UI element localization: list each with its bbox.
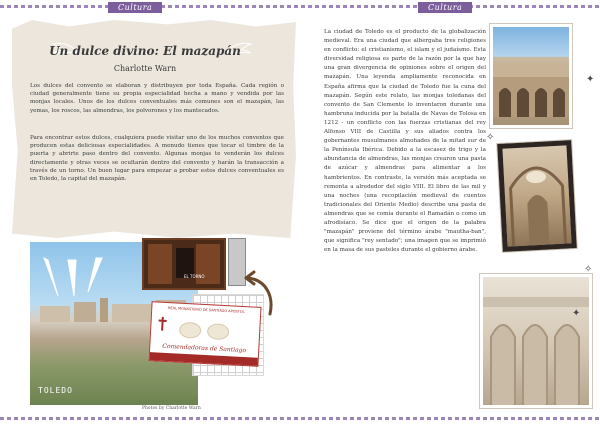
sparkle-icon-1: ✦ — [586, 74, 595, 85]
photo-credit: Photos by Charlotte Warn — [142, 406, 201, 411]
paragraph-2: Para encontrar estos dulces, cualquiera puede visitar uno de los muchos conventos que producen estas deliciosas especialidades. A menudo tienes que tocar el timbre de la puerta y abrirte paso dentro del convento. Algunas monjas te venderán los dulces directamente y otras veces se ocultarán dentro del convento y harán la transacción a través de un torno. Un buen lugar para empezar a probar estos dulces conventuales es en Toledo, la capital del mazapán. — [30, 135, 284, 183]
sparkle-icon-2: ✧ — [486, 132, 495, 143]
window-sign: EL TORNO — [184, 274, 205, 279]
dome-arches — [502, 145, 571, 246]
header-stripe — [0, 5, 600, 8]
paragraph-3: La ciudad de Toledo es el producto de la globalización medieval. Era una ciudad que albergaba tres religiones en conflicto: el cristianismo, el islam y el judaísmo. Esta diversidad religiosa es parte de la razón por la que hay una gran divergencia de opiniones sobre el origen del mazapán. Una leyenda ampliamente reconocida en España afirma que la ciudad de Toledo fue la cuna del mazapán. Según este relato, las monjas toledanas del convento de San Clemente lo inventaron durante una hambruna inducida por la batalla de Navas de Tolosa en 1212 - un conflicto con las fuerzas cristianas del rey Alfonso VIII de Castilla y sus aliados contra los gobernantes musulmanes almohades de la mitad sur de la Península Ibérica. Debido a la escasez de trigo y la abundancia de almendras, las monjas crearon una pasta de azúcar y almendras para alimentar a los hambrientos. En contraste, la versión más aceptada se remonta a alrededor del siglo VIII. El libro de las mil y una noches (una recopilación medieval de cuentos tradicionales del Oriente Medio) describe una pasta de almendras que se comía durante el Ramadán o como un afrodisíaco. Se dice que el origen de la palabra "mazapán" proviene del término árabe "mautha-ban", que significa "rey sentado"; una imagen que se imprimió en la masa de sus pasteles durante el gobierno árabe. — [324, 29, 486, 254]
article-author: Charlotte Warn — [113, 64, 177, 73]
curved-arrow-icon — [240, 270, 276, 318]
box-top-text: REAL MONASTERIO DE SANTIAGO APOSTOL — [167, 306, 245, 315]
dome-interior-photo — [497, 140, 577, 252]
article-title: Un dulce divino: El mazapán — [49, 44, 241, 58]
cookie-2 — [207, 323, 230, 340]
section-tag-right: Cultura — [418, 2, 472, 13]
convent-window-photo — [142, 238, 226, 290]
sparkle-icon-4: ✦ — [572, 308, 581, 319]
sparkle-icon-3: ✧ — [584, 264, 593, 275]
box-brand: Comendadoras de Santiago — [162, 342, 247, 355]
cross-icon — [157, 317, 168, 332]
footer-band — [0, 412, 600, 426]
cookie-1 — [179, 322, 202, 339]
cloister-arches — [493, 57, 569, 117]
synagogue-arches-photo — [480, 274, 592, 408]
right-page — [300, 14, 600, 412]
city-label: TOLEDO — [38, 386, 73, 395]
header-band — [0, 0, 600, 14]
light-rays-decoration — [40, 256, 110, 300]
section-tag-left: Cultura — [108, 2, 162, 13]
cloister-photo — [490, 24, 572, 128]
left-page — [0, 14, 300, 412]
window-shutter-left — [147, 243, 173, 285]
horseshoe-arches — [483, 277, 589, 405]
paragraph-1: Los dulces del convento se elaboran y distribuyen por toda España. Cada región o ciudad generalmente tiene su propia especialidad hecha a mano y vendida por las monjas locales. Unos de los dulces conventuales más comunes son el mazapán, las yemas, los roscos, las almendras, los polvorones y los mantecados. — [30, 83, 284, 114]
footer-stripe — [0, 417, 600, 420]
